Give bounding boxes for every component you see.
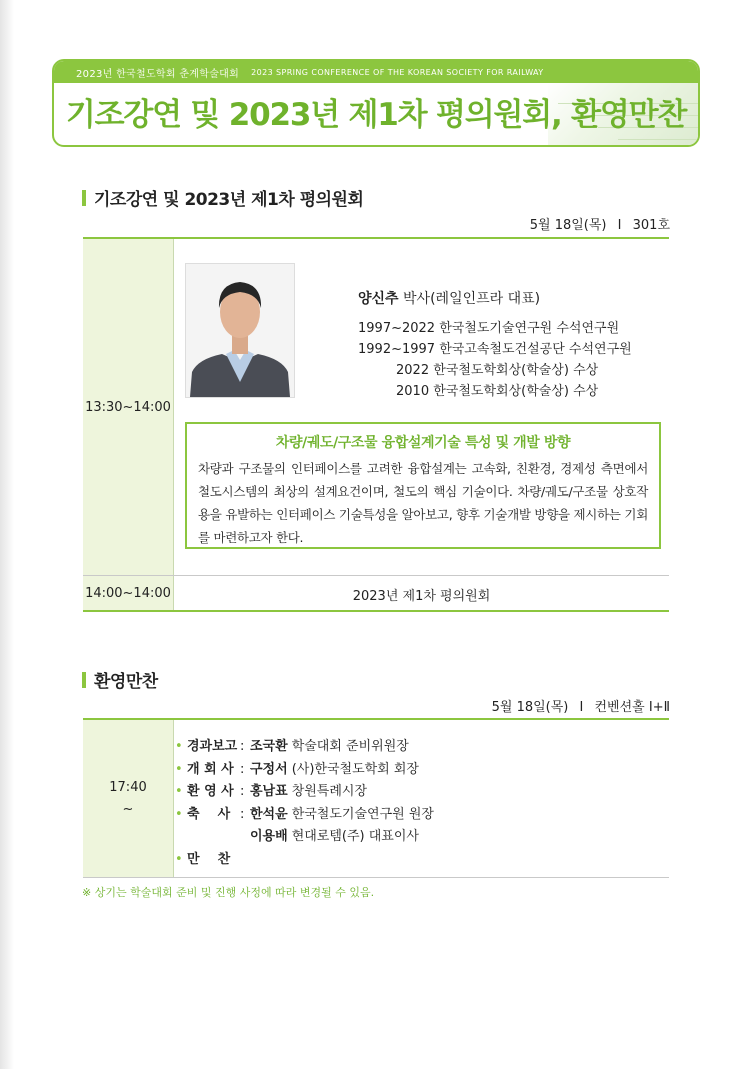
program-role: 환 영 사 [187,784,234,799]
meta-separator: I [617,218,622,233]
speaker-title: 박사(레일인프라 대표) [403,291,541,307]
conference-name-kr: 2023년 한국철도학회 춘계학술대회 [76,68,240,80]
dinner-time-cell [83,720,174,877]
program-person-desc: (사)한국철도학회 회장 [291,761,419,777]
speaker-career [358,318,632,402]
program-person: 홍남표 [250,784,288,799]
career-item: 1997~2022 한국철도기술연구원 수석연구원 [358,321,620,336]
program-person-desc: 현대로템(주) 대표이사 [291,829,419,844]
program-role: 만 찬 [187,851,231,867]
keynote-date-room [530,214,670,233]
header-banner [52,59,700,147]
list-item [175,781,434,804]
keynote-heading-text: 기조강연 및 2023년 제1차 평의원회 [94,190,364,210]
heading-bar [82,672,86,688]
list-item [175,759,434,782]
program-person: 이용배 [250,829,288,844]
meta-separator: I [579,700,584,715]
page-title: 기조강연 및 2023년 제1차 평의원회, 환영만찬 [65,97,687,133]
program-role: 개 회 사 [187,761,234,777]
speaker-name: 양신추 [358,291,399,307]
program-person-desc: 창원특례시장 [291,784,368,799]
list-item [175,736,434,759]
bullet-dot: • [175,761,183,777]
dinner-heading [82,667,158,692]
abstract-body: 차량과 구조물의 인터페이스를 고려한 융합설계는 고속화, 친환경, 경제성 측면에서 철도시스템의 최상의 설계요건이며, 철도의 핵심 기술이다. 차량/궤도/구조물 상호작용을 유발하는 인터페이스 기술특성을 알아보고, 향후 기술개발 방향을 제시하는 기회를 마련하고자 한다. [198,461,648,545]
page-edge-shadow [0,0,14,1069]
table-bottom-line [83,610,669,612]
list-item [175,849,434,872]
keynote-heading [82,185,363,210]
keynote-time: 13:30~14:00 [85,399,171,415]
speaker-name-line [358,288,540,308]
conference-strip [54,61,698,83]
program-role: 경과보고 [187,739,238,754]
keynote-date: 5월 18일(목) [529,218,607,233]
dinner-room: 컨벤션홀 Ⅰ+Ⅱ [594,700,670,715]
abstract-box [185,422,661,549]
bullet-dot: • [175,739,183,754]
footnote: ※ 상기는 학술대회 준비 및 진행 사정에 따라 변경될 수 있음. [82,886,375,899]
conference-name-en: 2023 SPRING CONFERENCE OF THE KOREAN SOCIETY FOR RAILWAY [251,67,544,77]
abstract-title: 차량/궤도/구조물 융합설계기술 특성 및 개발 방향 [275,435,571,451]
bullet-dot: • [175,806,183,822]
program-role: 축 사 [187,806,231,822]
program-role [187,826,240,849]
career-item: 2022 한국철도학회상(학술상) 수상 [396,363,599,378]
table-bottom-line [83,877,669,878]
council-time-cell [83,576,174,610]
colon: : [240,761,245,777]
dinner-date-room [492,696,670,715]
heading-bar [82,190,86,206]
dinner-time-suffix: ~ [122,801,134,817]
program-person-desc: 학술대회 준비위원장 [291,739,409,754]
dinner-date: 5월 18일(목) [491,700,569,715]
program-person: 한석윤 [250,806,288,822]
keynote-time-cell [83,239,174,575]
speaker-photo [185,263,295,398]
career-item: 2010 한국철도학회상(학술상) 수상 [396,384,599,399]
council-time: 14:00~14:00 [85,585,171,601]
colon: : [240,739,245,754]
keynote-room: 301호 [632,218,670,233]
bullet-dot: • [175,784,183,799]
program-person-desc: 한국철도기술연구원 원장 [291,806,434,822]
colon: : [240,784,245,799]
program-person: 조국환 [250,739,288,754]
list-item [175,826,434,849]
council-label: 2023년 제1차 평의원회 [352,589,491,604]
bullet-dot: • [175,851,183,867]
colon: : [240,806,245,822]
dinner-time: 17:40 [109,779,147,795]
career-item: 1992~1997 한국고속철도건설공단 수석연구원 [358,342,632,357]
list-item [175,804,434,827]
program-person: 구정서 [250,761,288,777]
dinner-program-list [175,736,434,871]
dinner-heading-text: 환영만찬 [94,672,158,692]
